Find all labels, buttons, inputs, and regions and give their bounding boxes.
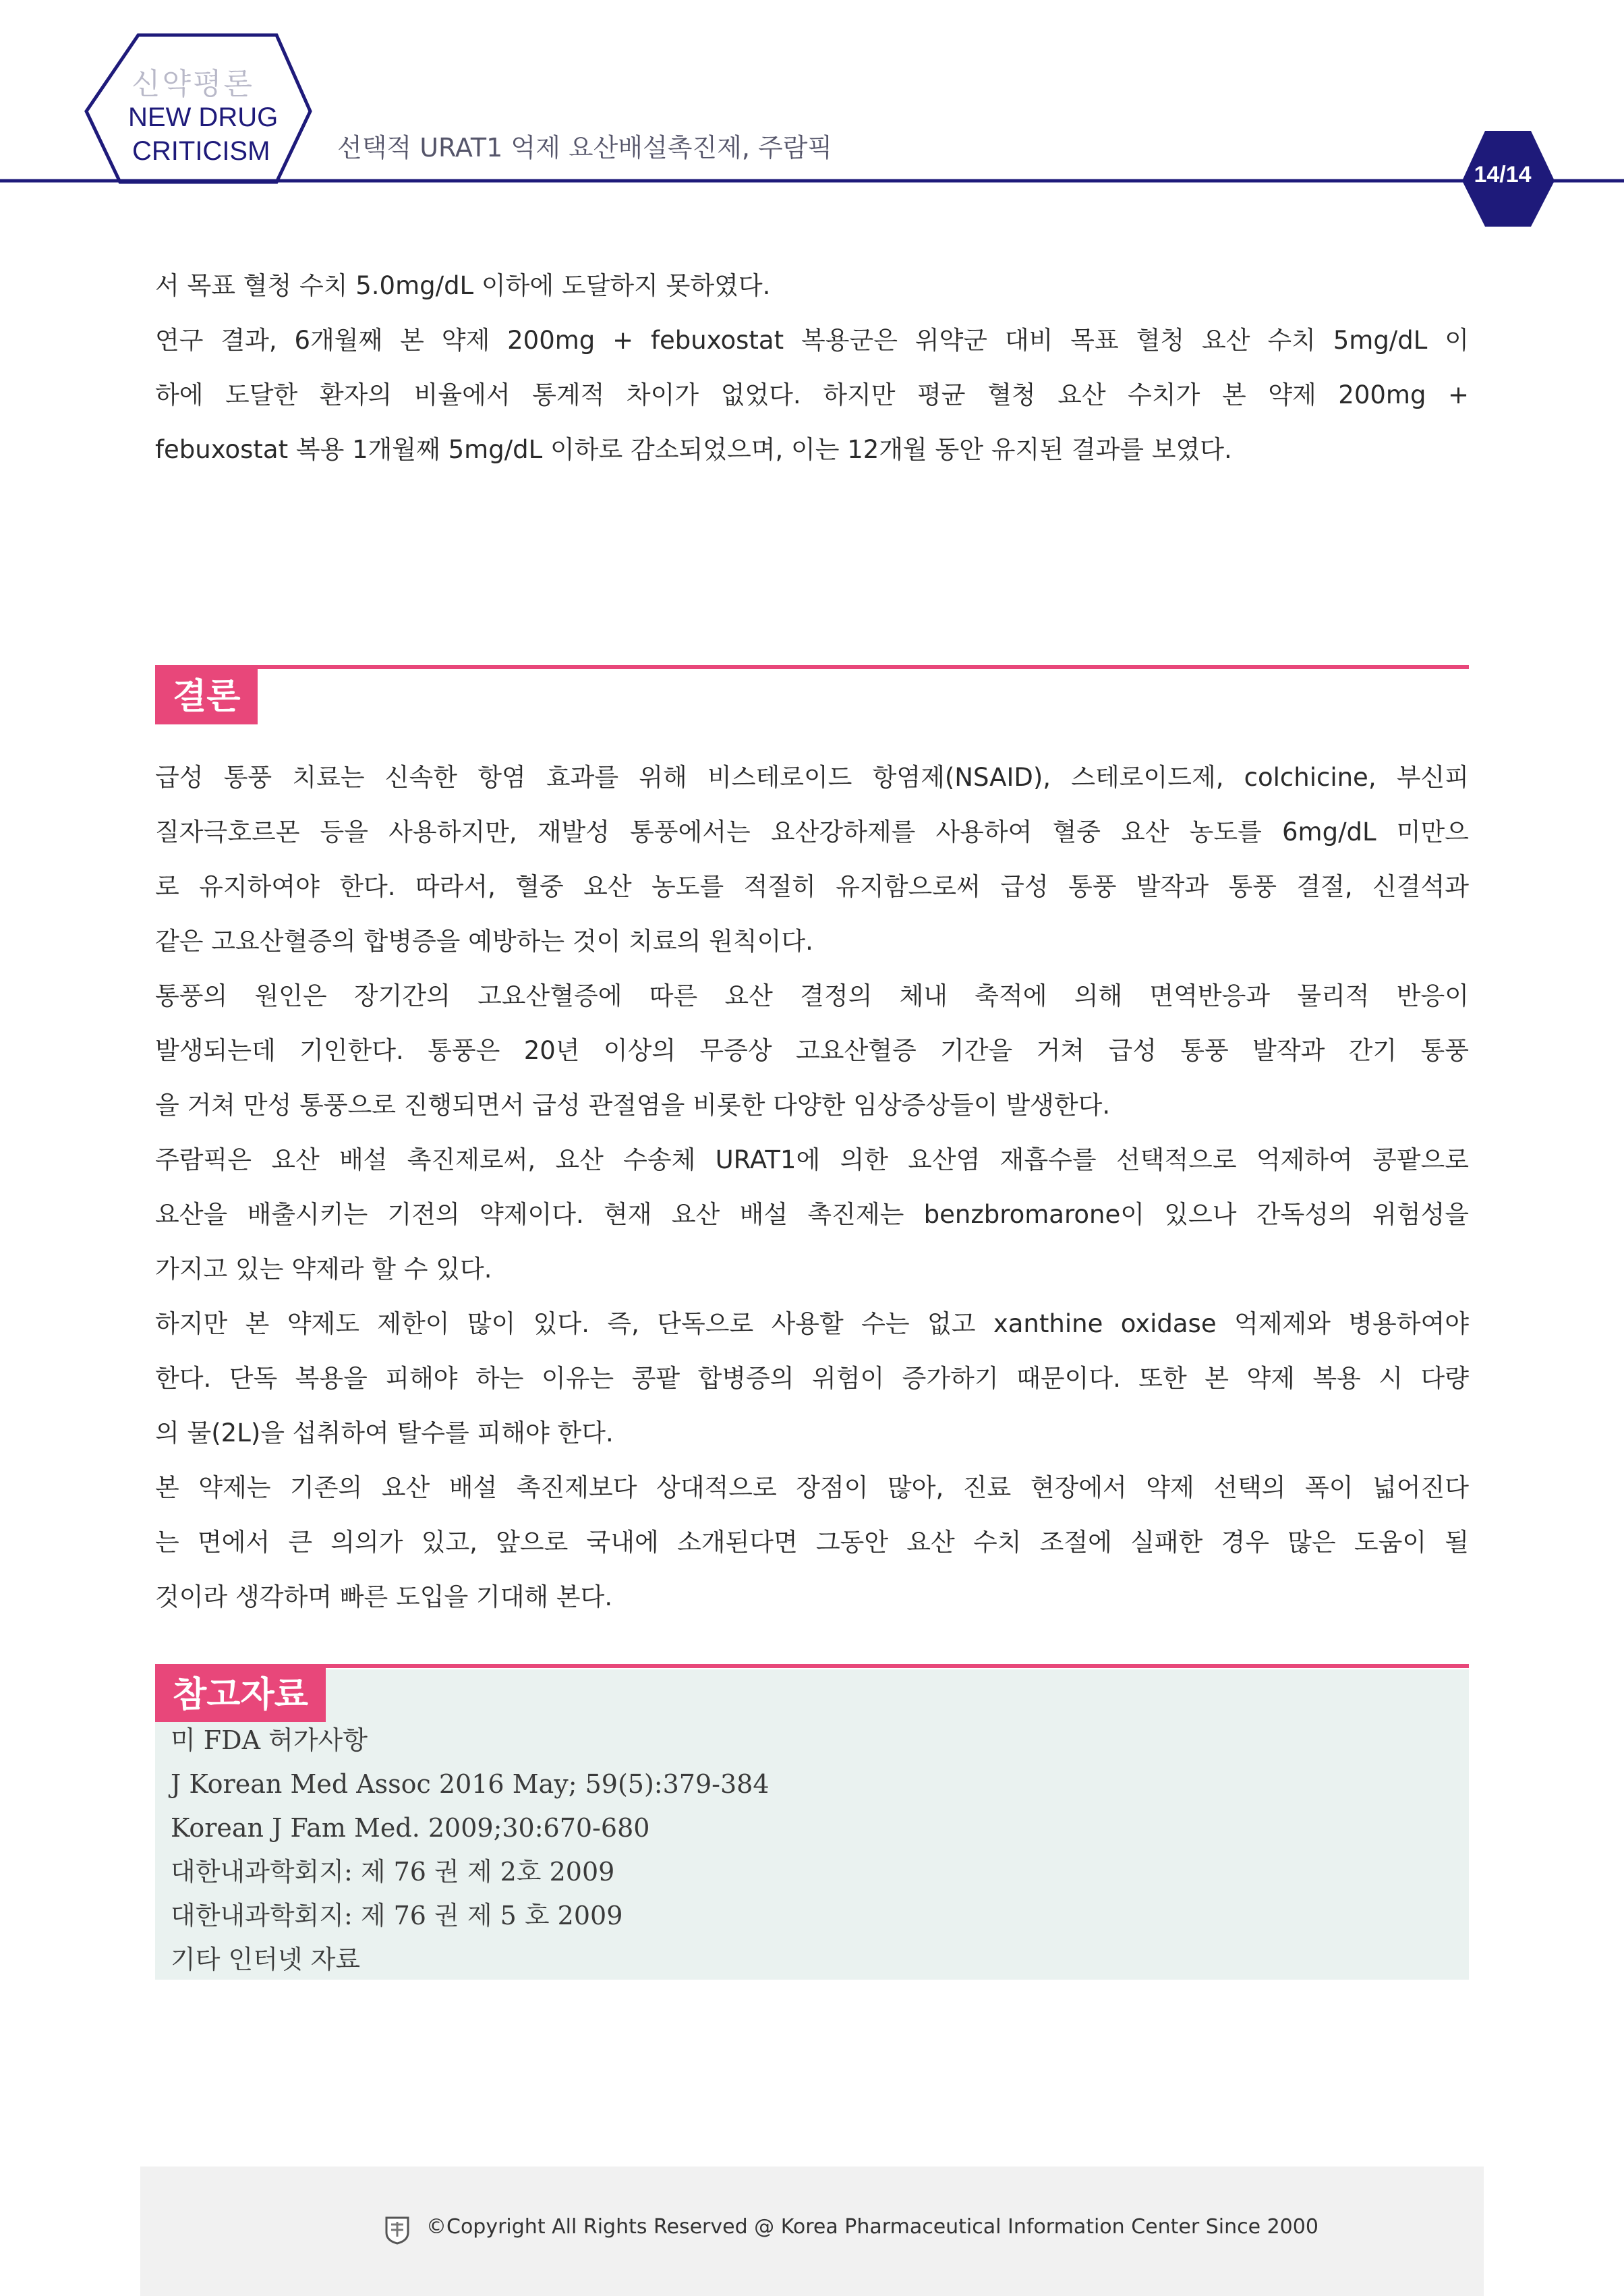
conclusion-divider	[155, 665, 1469, 669]
text-line: 연구 결과, 6개월째 본 약제 200mg + febuxostat 복용군은 위약군 대비 목표 혈청 요산 수치 5mg/dL 이	[155, 326, 1469, 355]
reference-item: Korean J Fam Med. 2009;30:670-680	[171, 1813, 650, 1843]
reference-item: 기타 인터넷 자료	[171, 1945, 361, 1974]
copyright-text: ©Copyright All Rights Reserved @ Korea Pharmaceutical Information Center Since 2000	[426, 2215, 1318, 2239]
text-line: 서 목표 혈청 수치 5.0mg/dL 이하에 도달하지 못하였다.	[155, 271, 771, 300]
reference-item: 대한내과학회지: 제 76 권 제 5 호 2009	[171, 1901, 623, 1930]
header-rule	[0, 0, 1624, 243]
text-line: 로 유지하여야 한다. 따라서, 혈중 요산 농도를 적절히 유지함으로써 급성 통풍 발작과 통풍 결절, 신결석과	[155, 872, 1469, 901]
text-line: 하지만 본 약제도 제한이 많이 있다. 즉, 단독으로 사용할 수는 없고 xanthine oxidase 억제제와 병용하여야	[155, 1309, 1469, 1338]
conclusion-heading: 결론	[155, 669, 258, 724]
text-line: 가지고 있는 약제라 할 수 있다.	[155, 1255, 492, 1284]
references-divider	[155, 1664, 1469, 1668]
text-line: 요산을 배출시키는 기전의 약제이다. 현재 요산 배설 촉진제는 benzbromarone이 있으나 간독성의 위험성을	[155, 1200, 1469, 1229]
logo-english-line2: CRITICISM	[132, 136, 270, 166]
logo-english-line1: NEW DRUG	[128, 103, 279, 132]
conclusion-body	[155, 750, 1469, 1624]
text-line: 같은 고요산혈증의 합병증을 예방하는 것이 치료의 원칙이다.	[155, 927, 813, 956]
text-line: 는 면에서 큰 의의가 있고, 앞으로 국내에 소개된다면 그동안 요산 수치 조절에 실패한 경우 많은 도움이 될	[155, 1528, 1469, 1557]
text-line: 한다. 단독 복용을 피해야 하는 이유는 콩팥 합병증의 위험이 증가하기 때문이다. 또한 본 약제 복용 시 다량	[155, 1364, 1469, 1393]
text-line: 을 거쳐 만성 통풍으로 진행되면서 급성 관절염을 비롯한 다양한 임상증상들이 발생한다.	[155, 1091, 1111, 1120]
references-list	[171, 1719, 770, 1982]
kpic-emblem-icon	[384, 2215, 410, 2245]
text-line: febuxostat 복용 1개월째 5mg/dL 이하로 감소되었으며, 이는 12개월 동안 유지된 결과를 보였다.	[155, 435, 1232, 464]
text-line: 의 물(2L)을 섭취하여 탈수를 피해야 한다.	[155, 1418, 614, 1447]
text-line: 본 약제는 기존의 요산 배설 촉진제보다 상대적으로 장점이 많아, 진료 현장에서 약제 선택의 폭이 넓어진다	[155, 1473, 1469, 1502]
logo-korean-text: 신약평론	[132, 67, 255, 101]
reference-item: 대한내과학회지: 제 76 권 제 2호 2009	[171, 1857, 615, 1887]
text-line: 발생되는데 기인한다. 통풍은 20년 이상의 무증상 고요산혈증 기간을 거쳐 급성 통풍 발작과 간기 통풍	[155, 1036, 1469, 1065]
reference-item: J Korean Med Assoc 2016 May; 59(5):379-384	[171, 1769, 770, 1799]
text-line: 질자극호르몬 등을 사용하지만, 재발성 통풍에서는 요산강하제를 사용하여 혈중 요산 농도를 6mg/dL 미만으	[155, 817, 1469, 846]
text-line: 하에 도달한 환자의 비율에서 통계적 차이가 없었다. 하지만 평균 혈청 요산 수치가 본 약제 200mg +	[155, 380, 1469, 409]
reference-item: 미 FDA 허가사항	[171, 1725, 368, 1755]
text-line: 통풍의 원인은 장기간의 고요산혈증에 따른 요산 결정의 체내 축적에 의해 면역반응과 물리적 반응이	[155, 981, 1469, 1010]
intro-paragraph	[155, 258, 1469, 477]
references-heading: 참고자료	[155, 1668, 326, 1722]
text-line: 것이라 생각하며 빠른 도입을 기대해 본다.	[155, 1582, 613, 1611]
text-line: 급성 통풍 치료는 신속한 항염 효과를 위해 비스테로이드 항염제(NSAID), 스테로이드제, colchicine, 부신피	[155, 763, 1469, 792]
document-title: 선택적 URAT1 억제 요산배설촉진제, 주람픽	[337, 133, 833, 163]
text-line: 주람픽은 요산 배설 촉진제로써, 요산 수송체 URAT1에 의한 요산염 재흡수를 선택적으로 억제하여 콩팥으로	[155, 1145, 1469, 1174]
page-number: 14/14	[1474, 162, 1532, 188]
